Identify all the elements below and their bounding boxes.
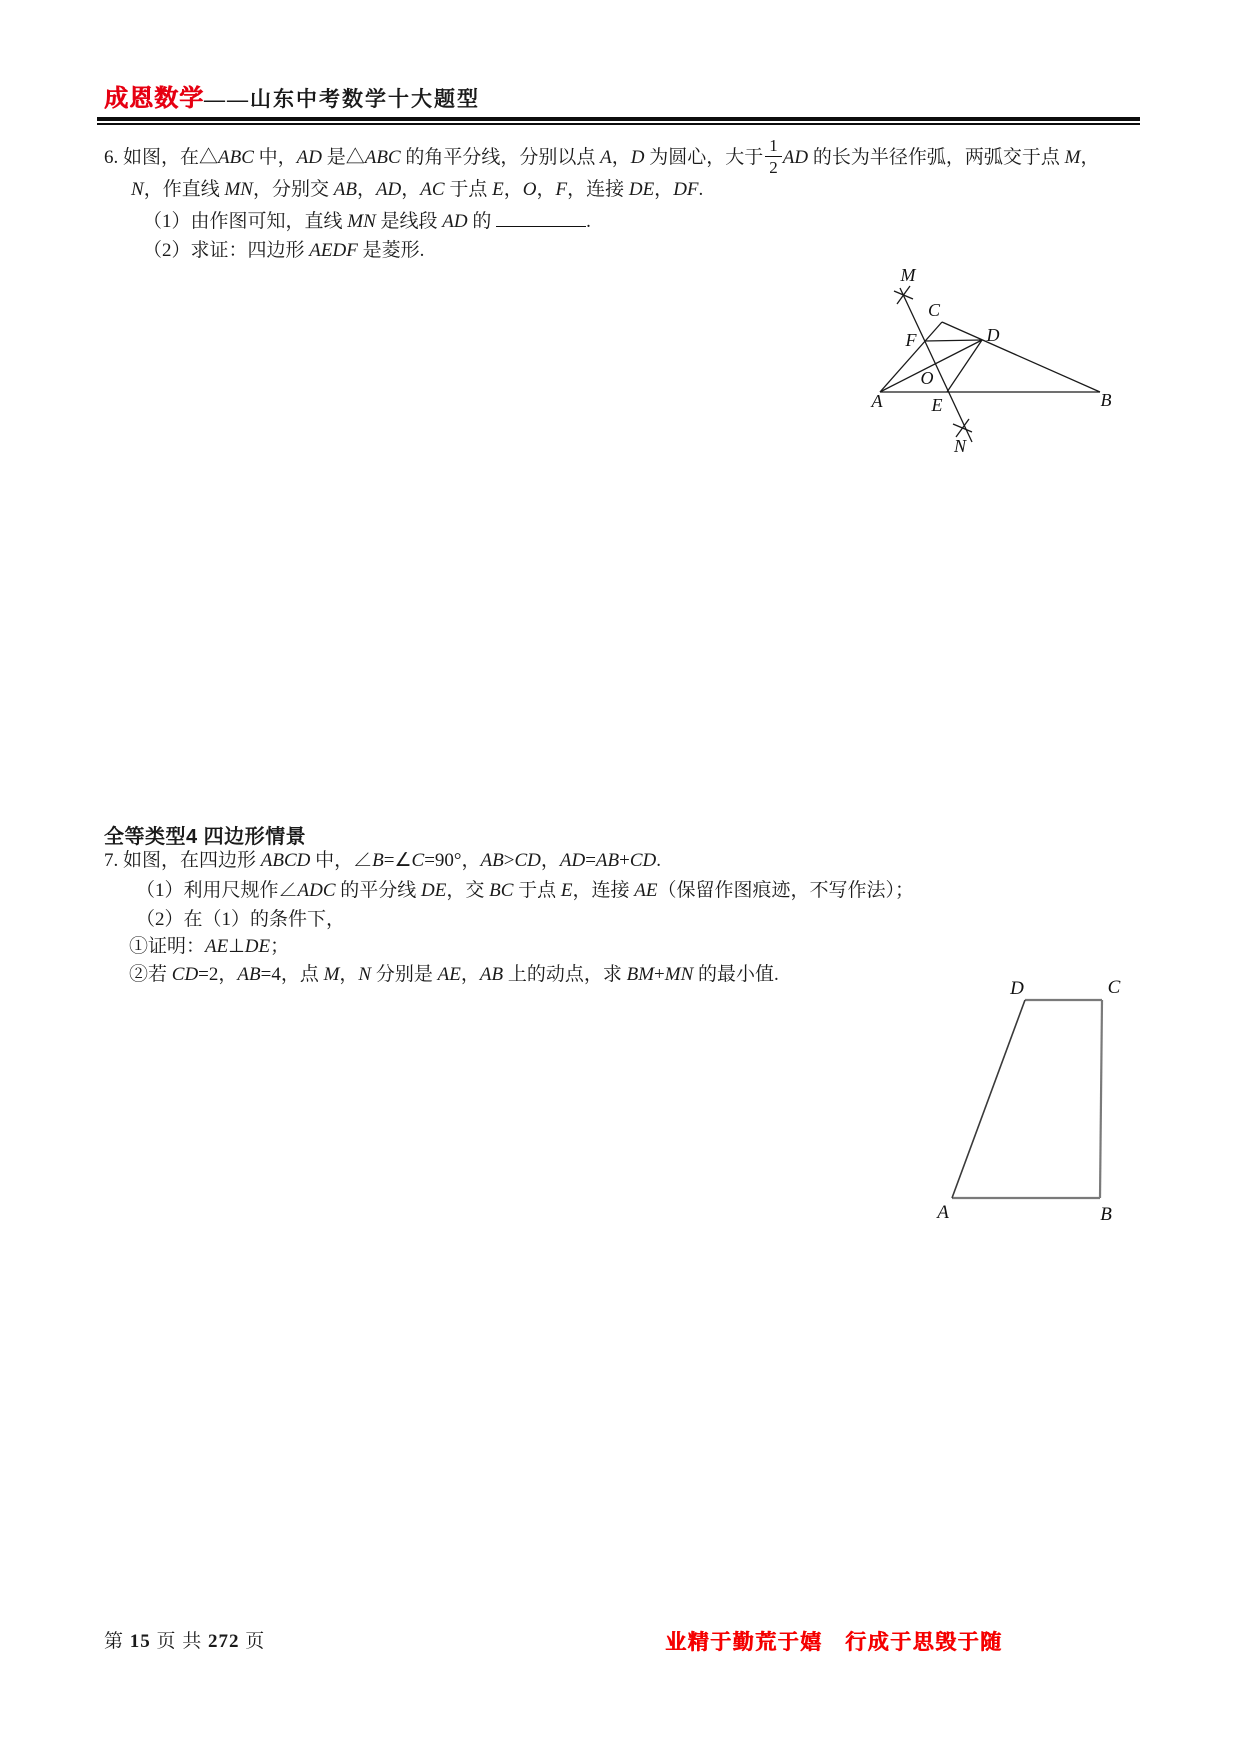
point-label-E: E	[931, 395, 943, 415]
problem7-line-1: 7. 如图，在四边形 ABCD 中，∠B=∠C=90°，AB>CD，AD=AB+CD.	[104, 850, 662, 871]
footer-slogan: 业精于勤荒于嬉 行成于思毁于随	[665, 1631, 1003, 1654]
point-label-N: N	[953, 436, 967, 456]
point-label-D: D	[986, 325, 1000, 345]
problem7-line-3: （2）在（1）的条件下，	[136, 909, 346, 930]
problem6-line-3: （1）由作图可知，直线 MN 是线段 AD 的 .	[143, 211, 591, 232]
problem6-construction-figure	[860, 245, 1120, 460]
point-label-M: M	[900, 265, 916, 285]
problem6-line-2: N，作直线 MN，分别交 AB，AD，AC 于点 E，O，F，连接 DE，DF.	[131, 179, 704, 200]
point-label-B: B	[1100, 390, 1112, 410]
footer-page-number: 第 15 页 共 272 页	[104, 1631, 266, 1652]
point-label-O: O	[920, 368, 934, 388]
edge-AD	[952, 1000, 1025, 1198]
header-rule-thin	[97, 123, 1140, 125]
point-label-A: A	[937, 1202, 949, 1223]
point-label-F: F	[905, 330, 917, 350]
problem7-line-4: ①证明：AE⊥DE；	[129, 936, 290, 957]
edge-CB	[1100, 1000, 1102, 1198]
point-label-A: A	[871, 391, 883, 411]
segment-DE	[947, 340, 982, 392]
problem7-line-5: ②若 CD=2，AB=4，点 M，N 分别是 AE，AB 上的动点，求 BM+MN 的最小值.	[129, 964, 779, 985]
header-rule-thick	[97, 117, 1140, 121]
problem6-line-4: （2）求证：四边形 AEDF 是菱形.	[143, 240, 425, 261]
point-label-C: C	[927, 300, 941, 320]
segment-DF	[925, 340, 982, 341]
brand-logo-text: 成恩数学	[104, 85, 204, 112]
section-title: 全等类型4 四边形情景	[104, 826, 307, 848]
header-subtitle: ——山东中考数学十大题型	[204, 87, 480, 111]
segment-CB-through-D	[942, 322, 1100, 392]
problem7-trapezoid-figure	[930, 975, 1140, 1230]
problem7-line-2: （1）利用尺规作∠ADC 的平分线 DE，交 BC 于点 E，连接 AE（保留作图痕迹，不写作法）；	[136, 880, 915, 901]
problem6-line-1: 6. 如图，在△ABC 中，AD 是△ABC 的角平分线，分别以点 A，D 为圆心，大于 $\frac{1}{2}$ AD 的长为半径作弧，两弧交于点 M，	[104, 136, 1100, 177]
arc-cross-M	[897, 286, 910, 304]
point-label-C: C	[1107, 977, 1121, 998]
point-label-D: D	[1010, 978, 1024, 999]
point-label-B: B	[1100, 1204, 1112, 1225]
page-header	[104, 78, 480, 113]
